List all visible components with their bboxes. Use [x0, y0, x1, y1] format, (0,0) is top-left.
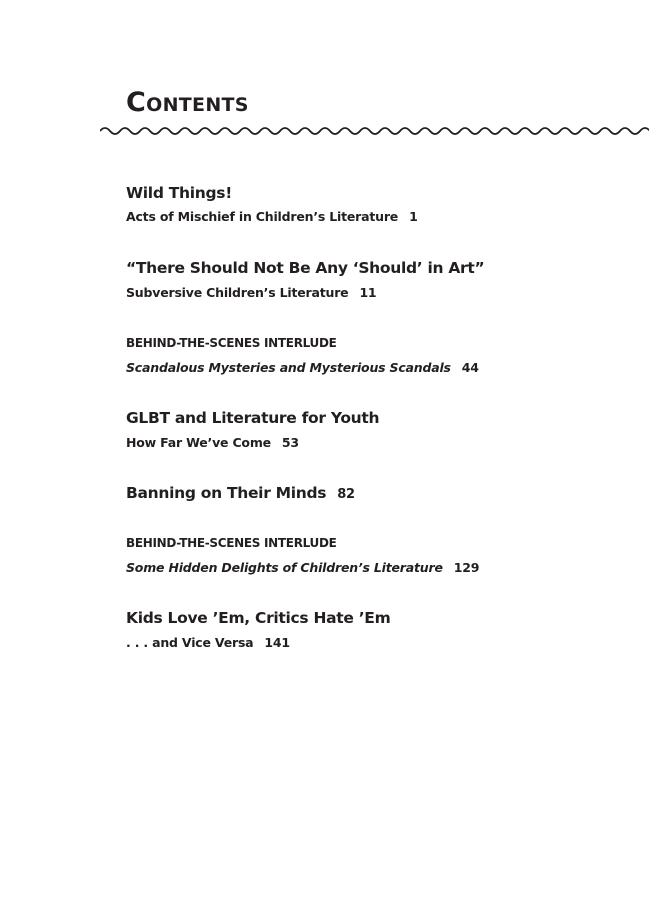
page-number: 44 [461, 360, 479, 375]
chapter-title: GLBT and Literature for Youth [126, 409, 380, 427]
chapter-subtitle: Subversive Children’s Literature [126, 285, 349, 300]
toc-entry-subtitle[interactable] [126, 284, 376, 302]
toc-entry-title[interactable] [126, 483, 355, 505]
page-number: 141 [264, 635, 290, 650]
page-number: 129 [453, 560, 480, 575]
page-title-initial: C [126, 87, 147, 118]
page-number: 82 [337, 487, 355, 502]
chapter-subtitle: . . . and Vice Versa [126, 635, 254, 650]
interlude-label-text: BEHIND-THE-SCENES INTERLUDE [126, 536, 337, 550]
toc-entry-subtitle[interactable] [126, 559, 479, 577]
page-title-rest: ONTENTS [146, 94, 249, 116]
toc-entry-title[interactable] [126, 608, 390, 628]
interlude-label-text: BEHIND-THE-SCENES INTERLUDE [126, 336, 337, 350]
interlude-label [126, 334, 337, 352]
toc-entry-title[interactable] [126, 408, 379, 428]
toc-entry-subtitle[interactable] [126, 434, 299, 452]
page-title [126, 88, 249, 120]
chapter-subtitle: How Far We’ve Come [126, 435, 271, 450]
interlude-title: Some Hidden Delights of Children’s Literature [126, 560, 443, 575]
toc-entry-subtitle[interactable] [126, 634, 290, 652]
chapter-title: Wild Things! [126, 184, 232, 202]
toc-entry-subtitle[interactable] [126, 359, 479, 377]
page-number: 1 [409, 209, 418, 224]
chapter-title: Kids Love ’Em, Critics Hate ’Em [126, 609, 391, 627]
toc-entry-subtitle[interactable] [126, 208, 418, 226]
toc-entry-title[interactable] [126, 183, 232, 203]
interlude-label [126, 534, 337, 552]
chapter-title: Banning on Their Minds [126, 484, 327, 502]
page-number: 53 [281, 435, 299, 450]
interlude-title: Scandalous Mysteries and Mysterious Scandals [126, 360, 451, 375]
page-number: 11 [359, 285, 377, 300]
chapter-title: “There Should Not Be Any ‘Should’ in Art” [126, 259, 485, 277]
chapter-subtitle: Acts of Mischief in Children’s Literature [126, 209, 399, 224]
wavy-divider [100, 122, 649, 140]
toc-entry-title[interactable] [126, 258, 484, 278]
